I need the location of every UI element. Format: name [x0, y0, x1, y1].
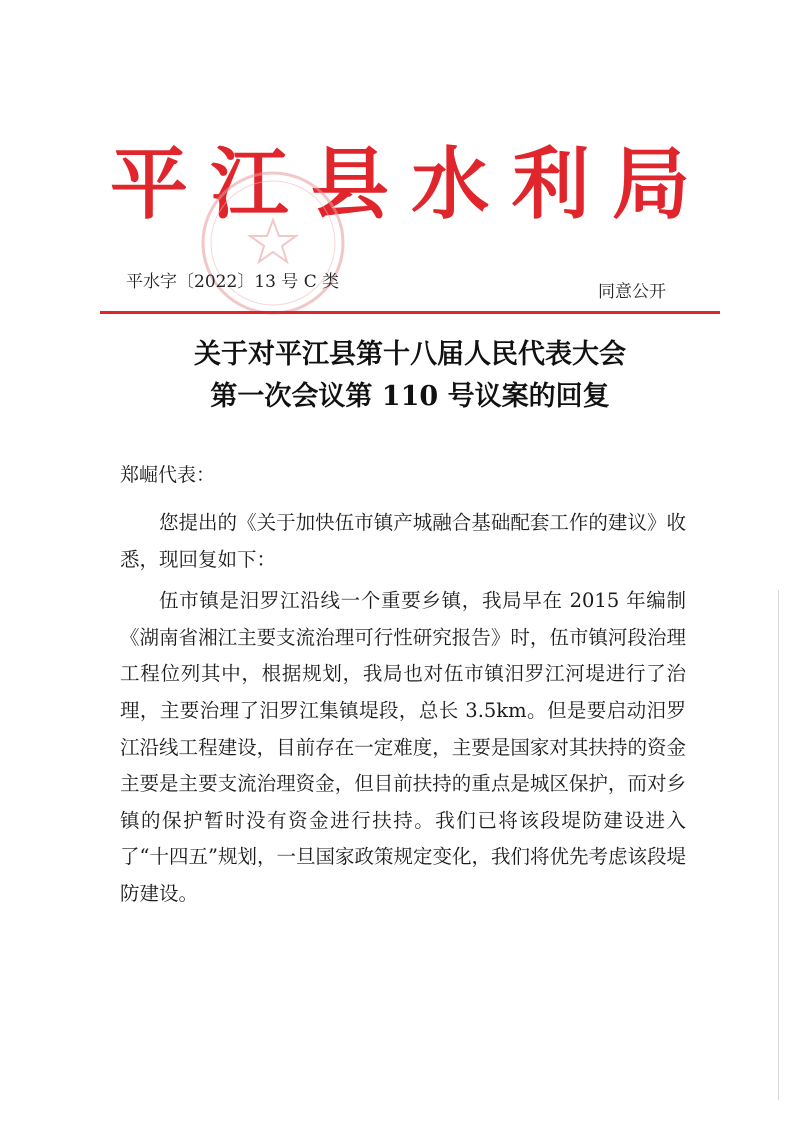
body-text [120, 505, 686, 918]
document-title-line-2: 第一次会议第 110 号议案的回复 [210, 381, 610, 412]
letterhead-divider [100, 311, 720, 314]
document-number: 平水字〔2022〕13 号 C 类 [126, 272, 340, 292]
document-title-line-1: 关于对平江县第十八届人民代表大会 [194, 339, 626, 370]
body-paragraph: 伍市镇是汨罗江沿线一个重要乡镇，我局早在 2015 年编制《湖南省湘江主要支流治理可行性研究报告》时，伍市镇河段治理工程位列其中，根据规划，我局也对伍市镇汨罗江河堤进行了治理，主要治理了汨罗江集镇堤段，总长 3.5km。但是要启动汨罗江沿线工程建设，目前存在一定难度，主要是国家对其扶持的资金主要是主要支流治理资金，但目前扶持的重点是城区保护，而对乡镇的保护暂时没有资金进行扶持。我们已将该段堤防建设进入了“十四五”规划，一旦国家政策规定变化，我们将优先考虑该段堤防建设。 [120, 589, 686, 905]
document-title [100, 334, 720, 418]
disclosure-label: 同意公开 [598, 282, 666, 302]
scan-edge-divider [778, 590, 779, 1100]
official-seal-icon [198, 168, 348, 318]
body-paragraph: 您提出的《关于加快伍市镇产城融合基础配套工作的建议》收悉，现回复如下： [120, 511, 686, 571]
salutation: 郑崛代表： [120, 464, 216, 486]
letterhead-org-name: 平江县水利局 [110, 139, 690, 230]
